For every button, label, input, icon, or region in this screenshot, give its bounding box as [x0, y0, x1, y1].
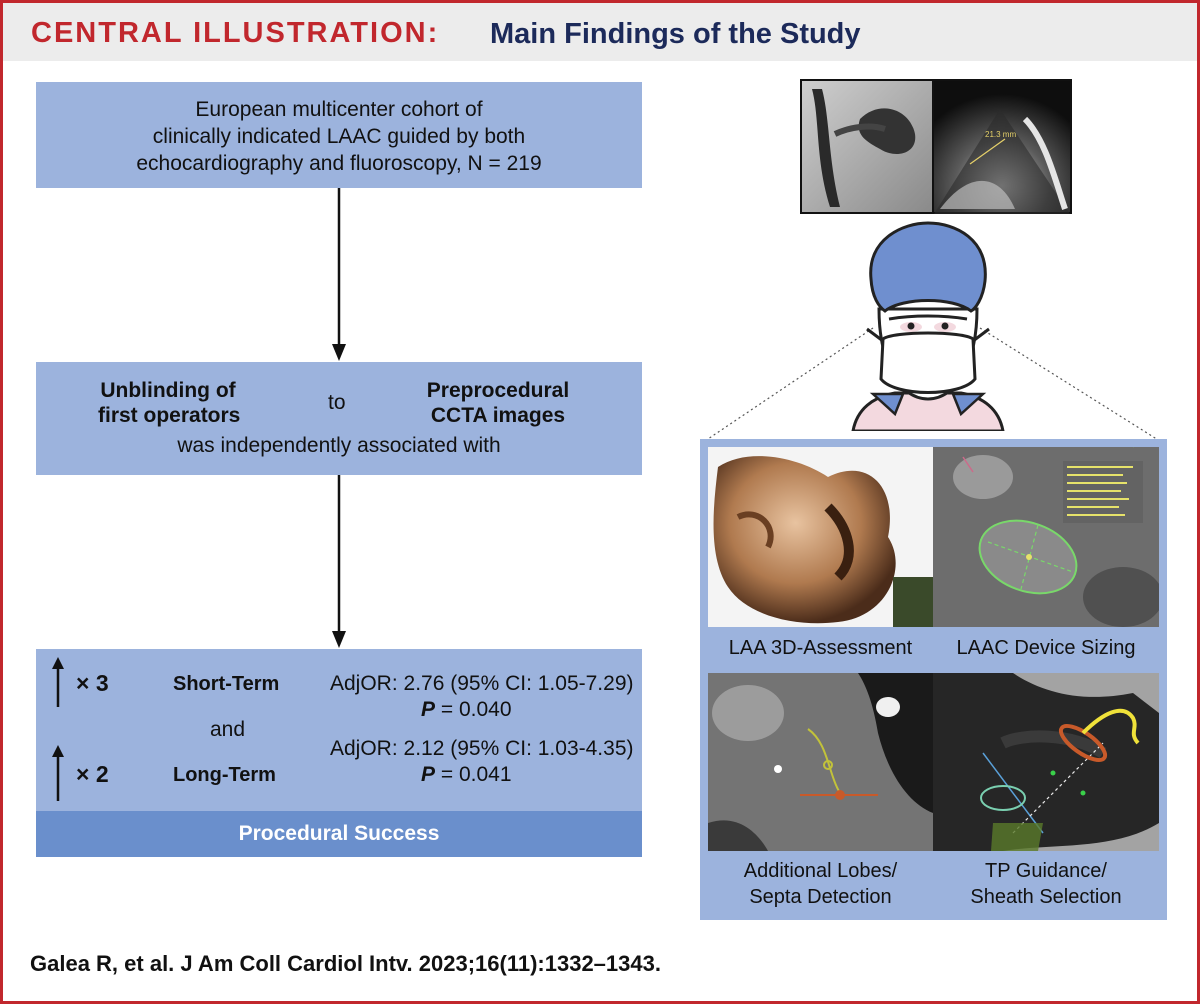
caption-tp-guidance	[933, 858, 1159, 910]
header-label: CENTRAL ILLUSTRATION:	[31, 17, 440, 49]
ccta-panel-grid	[700, 439, 1167, 920]
tp-guidance-image	[933, 673, 1159, 851]
long-p-label: P	[421, 763, 436, 786]
short-p-number: = 0.040	[435, 698, 512, 721]
long-term-p-value	[421, 763, 512, 787]
arrow-head-1	[332, 344, 346, 361]
long-p-number: = 0.041	[435, 763, 512, 786]
caption-lobes-line-1: Additional Lobes/	[743, 860, 898, 882]
unblinding-line-1: Unblinding of	[100, 379, 236, 402]
and-label: and	[210, 718, 246, 741]
caption-device-sizing: LAAC Device Sizing	[956, 637, 1136, 659]
operator-illustration	[843, 219, 1013, 431]
surgical-cap	[871, 223, 986, 311]
lobes-detection-image	[708, 673, 933, 851]
laa-3d-image	[708, 447, 933, 627]
citation: Galea R, et al. J Am Coll Cardiol Intv. 2023;16(11):1332–1343.	[30, 951, 661, 976]
surgical-mask	[881, 333, 975, 393]
association-box	[36, 362, 642, 475]
arrow-head-2	[332, 631, 346, 648]
device-sizing-image	[933, 447, 1159, 627]
unblinding-label	[98, 378, 241, 428]
caption-lobes-detection	[708, 858, 933, 910]
fluoro-echo-illustration	[800, 79, 1072, 214]
cohort-line-1: European multicenter cohort of	[195, 98, 483, 121]
caption-tp-line-1: TP Guidance/	[985, 860, 1107, 882]
association-text: was independently associated with	[177, 434, 501, 457]
caption-lobes-line-2: Septa Detection	[749, 886, 892, 908]
outcome-box	[36, 649, 642, 857]
header-title: Main Findings of the Study	[490, 18, 861, 50]
short-term-p-value	[421, 698, 512, 722]
up-arrow-short-icon	[50, 657, 66, 709]
ccta-label	[418, 378, 578, 428]
caption-laa-3d: LAA 3D-Assessment	[728, 637, 913, 659]
up-arrow-long-icon	[50, 745, 66, 803]
long-term-odds-ratio: AdjOR: 2.12 (95% CI: 1.03-4.35)	[330, 737, 634, 760]
measurement-label: 21.3 mm	[985, 130, 1017, 139]
ccta-line-2: CCTA images	[430, 404, 566, 427]
cohort-line-2: clinically indicated LAAC guided by both	[152, 125, 526, 148]
ccta-line-1: Preprocedural	[426, 379, 570, 402]
short-term-odds-ratio: AdjOR: 2.76 (95% CI: 1.05-7.29)	[330, 672, 634, 695]
multiplier-long: × 2	[76, 761, 109, 787]
connector-to: to	[328, 391, 346, 414]
cohort-line-3: echocardiography and fluoroscopy, N = 219	[136, 152, 542, 175]
short-term-label: Short-Term	[173, 673, 280, 695]
unblinding-line-2: first operators	[98, 404, 241, 427]
long-term-label: Long-Term	[173, 764, 276, 786]
procedural-success-bar: Procedural Success	[36, 811, 642, 857]
multiplier-short: × 3	[76, 670, 109, 696]
procedure-image	[800, 79, 1072, 214]
short-p-label: P	[421, 698, 436, 721]
caption-tp-line-2: Sheath Selection	[970, 886, 1122, 908]
